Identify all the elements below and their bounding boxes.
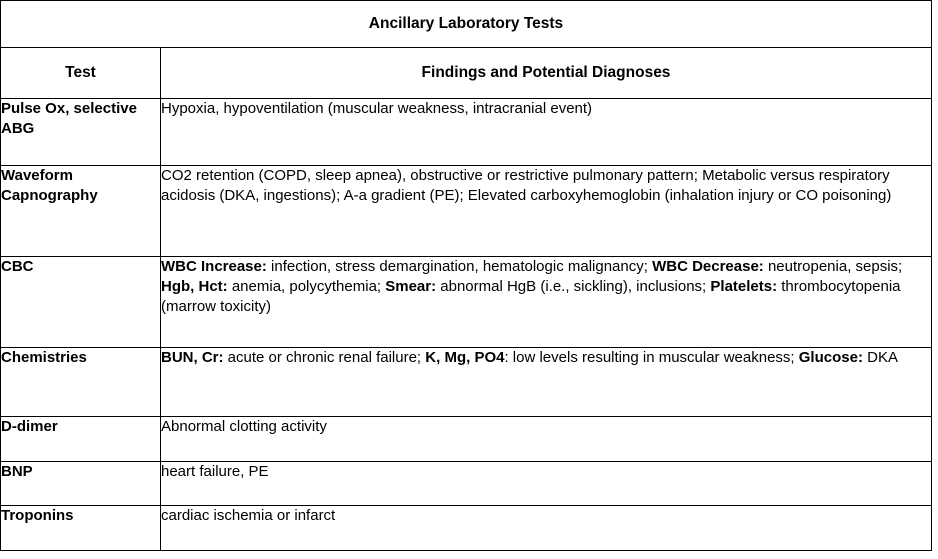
table-row [1,99,932,166]
test-name-cell: Pulse Ox, selective ABG [1,99,161,166]
table-row [1,165,932,256]
finding-text: anemia, polycythemia; [227,278,386,296]
table-row [1,257,932,348]
finding-text: heart failure, PE [161,462,269,480]
finding-term: Platelets: [710,278,778,296]
column-header-test: Test [1,48,161,99]
finding-term: K, Mg, PO4 [425,349,505,367]
findings-cell [161,165,932,256]
finding-text: infection, stress demargination, hematologic malignancy; [266,258,653,276]
test-name-cell: BNP [1,461,161,506]
table-row [1,506,932,551]
test-name-cell: Troponins [1,506,161,551]
table-row [1,461,932,506]
finding-text: neutropenia, sepsis; [763,258,903,276]
finding-text: Hypoxia, hypoventilation (muscular weakness, intracranial event) [161,100,593,117]
finding-text: CO2 retention (COPD, sleep apnea), obstructive or restrictive pulmonary pattern; Metabolic versus respiratory acidosis (DKA, ingestions); A-a gradient (PE); Elevated carboxyhemoglobin (inhalation injury or CO poisoning) [161,166,892,204]
findings-cell [161,506,932,551]
finding-term: WBC Decrease: [652,258,764,276]
table-body [1,99,932,551]
finding-term: Hgb, Hct: [161,278,228,296]
finding-text: acute or chronic renal failure; [223,349,426,367]
findings-cell [161,257,932,348]
findings-cell [161,461,932,506]
finding-term: Smear: [385,278,437,296]
table-title: Ancillary Laboratory Tests [1,1,932,48]
finding-term: BUN, Cr: [161,349,224,367]
table-row [1,417,932,462]
finding-text: Abnormal clotting activity [161,418,327,436]
test-name-cell: D-dimer [1,417,161,462]
finding-term: WBC Increase: [161,258,267,276]
column-header-findings: Findings and Potential Diagnoses [161,48,932,99]
finding-text: abnormal HgB (i.e., sickling), inclusions; [436,278,711,296]
test-name-cell: CBC [1,257,161,348]
finding-text: cardiac ischemia or infarct [161,507,336,525]
test-name-cell: Waveform Capnography [1,165,161,256]
findings-cell [161,348,932,417]
finding-term: Glucose: [798,349,863,367]
findings-cell [161,417,932,462]
findings-cell [161,99,932,166]
finding-text: thrombocytopenia (marrow toxicity) [161,278,901,316]
finding-text: : low levels resulting in muscular weakness; [504,349,799,367]
test-name-cell: Chemistries [1,348,161,417]
table-row [1,348,932,417]
finding-text: DKA [862,349,898,367]
